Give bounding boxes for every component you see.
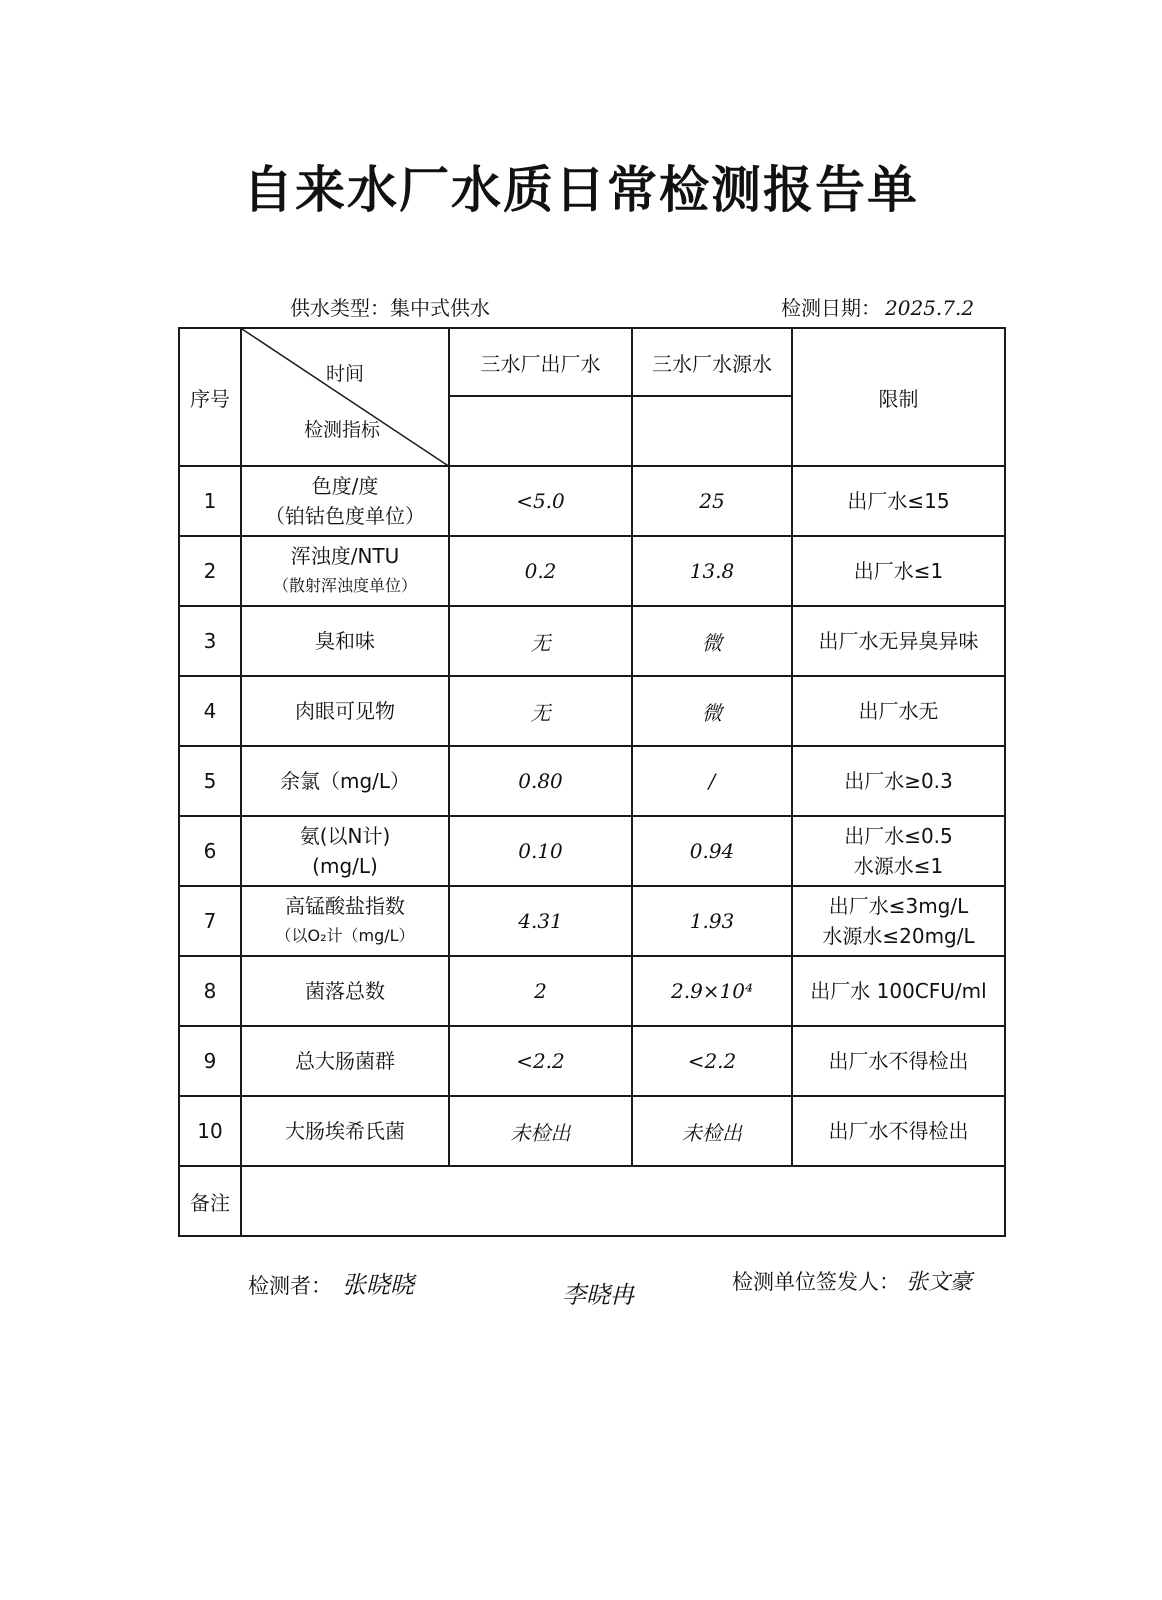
supply-type-label: 供水类型： [290,296,390,320]
test-date [781,292,974,321]
tester-label: 检测者： [248,1274,332,1298]
test-date-value: 2025.7.2 [885,296,975,320]
indicator-unit: （以O₂计（mg/L） [275,926,415,945]
tester-signature [248,1265,414,1300]
indicator-name: 总大肠菌群 [295,1049,395,1073]
outlet-value: <5.0 [449,466,632,536]
issuer-label: 检测单位签发人： [732,1270,900,1294]
row-number: 5 [179,746,241,816]
table-row [179,1026,1005,1096]
row-number: 7 [179,886,241,956]
remarks-row [179,1166,1005,1236]
indicator-cell [241,816,449,886]
indicator-cell [241,676,449,746]
report-table [178,327,1006,1237]
outlet-value: 0.80 [449,746,632,816]
limit-text: 出厂水≤0.5 [844,824,953,848]
indicator-name: 肉眼可见物 [295,699,395,723]
table-row [179,816,1005,886]
indicator-cell [241,746,449,816]
limit-text: 出厂水≤15 [847,489,950,513]
limit-cell [792,1026,1005,1096]
limit-text: 出厂水无异臭异味 [818,629,979,653]
source-value: 2.9×10⁴ [632,956,792,1026]
tester-2-signature [562,1275,634,1310]
table-row [179,606,1005,676]
tester-1-name: 张晓晓 [342,1271,414,1299]
indicator-cell [241,956,449,1026]
remarks-label: 备注 [179,1166,241,1236]
limit-cell [792,746,1005,816]
source-value: 0.94 [632,816,792,886]
limit-text: 出厂水≤1 [853,559,944,583]
indicator-name: 浑浊度/NTU [290,544,400,568]
header-indicator: 检测指标 [304,419,381,441]
header-source-blank [632,396,792,466]
limit-text: 出厂水≤3mg/L [828,894,969,918]
source-value: 未检出 [632,1096,792,1166]
header-time: 时间 [326,363,365,385]
limit-text: 出厂水无 [858,699,939,723]
table-row [179,536,1005,606]
indicator-unit: (mg/L) [312,854,378,878]
limit-text: 出厂水 100CFU/ml [810,979,987,1003]
outlet-value: 无 [449,676,632,746]
row-number: 2 [179,536,241,606]
header-limit: 限制 [792,328,1005,466]
outlet-value: 4.31 [449,886,632,956]
outlet-value: 0.10 [449,816,632,886]
header-source-water: 三水厂水源水 [632,328,792,396]
source-value: 1.93 [632,886,792,956]
row-number: 8 [179,956,241,1026]
table-row [179,956,1005,1026]
indicator-unit: （铂钴色度单位） [265,504,425,528]
source-value: 25 [632,466,792,536]
limit-cell [792,886,1005,956]
indicator-name: 余氯（mg/L） [279,769,411,793]
indicator-name: 色度/度 [311,474,379,498]
indicator-cell [241,536,449,606]
outlet-value: 未检出 [449,1096,632,1166]
table-row [179,676,1005,746]
page-title: 自来水厂水质日常检测报告单 [243,161,919,219]
limit-text: 出厂水≥0.3 [844,769,953,793]
remarks-value [241,1166,1005,1236]
limit-text: 出厂水不得检出 [828,1049,969,1073]
indicator-unit: （散射浑浊度单位） [272,576,417,595]
table-row [179,1096,1005,1166]
header-outlet-blank [449,396,632,466]
row-number: 1 [179,466,241,536]
indicator-name: 大肠埃希氏菌 [285,1119,405,1143]
outlet-value: 2 [449,956,632,1026]
indicator-cell [241,1096,449,1166]
header-row [179,328,1005,396]
indicator-name: 高锰酸盐指数 [285,894,405,918]
indicator-cell [241,606,449,676]
source-value: 微 [632,676,792,746]
source-value: <2.2 [632,1026,792,1096]
issuer-signature [732,1265,972,1296]
limit-text: 水源水≤1 [853,854,944,878]
limit-cell [792,1096,1005,1166]
indicator-cell [241,886,449,956]
outlet-value: 无 [449,606,632,676]
limit-cell [792,676,1005,746]
limit-cell [792,606,1005,676]
source-value: / [632,746,792,816]
indicator-cell [241,1026,449,1096]
header-seq: 序号 [179,328,241,466]
source-value: 微 [632,606,792,676]
row-number: 10 [179,1096,241,1166]
limit-text: 水源水≤20mg/L [822,924,975,948]
header-diagonal-cell [241,328,449,466]
outlet-value: <2.2 [449,1026,632,1096]
table-row [179,886,1005,956]
row-number: 9 [179,1026,241,1096]
limit-cell [792,466,1005,536]
row-number: 4 [179,676,241,746]
limit-text: 出厂水不得检出 [828,1119,969,1143]
issuer-name: 张文豪 [906,1270,973,1295]
header-outlet-water: 三水厂出厂水 [449,328,632,396]
supply-type-value: 集中式供水 [390,296,490,320]
indicator-name: 氨(以N计) [299,824,391,848]
row-number: 6 [179,816,241,886]
limit-cell [792,536,1005,606]
test-date-label: 检测日期： [781,296,881,320]
supply-type [290,292,490,321]
indicator-name: 菌落总数 [305,979,385,1003]
source-value: 13.8 [632,536,792,606]
limit-cell [792,816,1005,886]
indicator-cell [241,466,449,536]
table-row [179,746,1005,816]
limit-cell [792,956,1005,1026]
outlet-value: 0.2 [449,536,632,606]
indicator-name: 臭和味 [315,629,375,653]
tester-2-name: 李晓冉 [562,1281,634,1309]
diagonal-line [242,329,450,467]
table-row [179,466,1005,536]
row-number: 3 [179,606,241,676]
